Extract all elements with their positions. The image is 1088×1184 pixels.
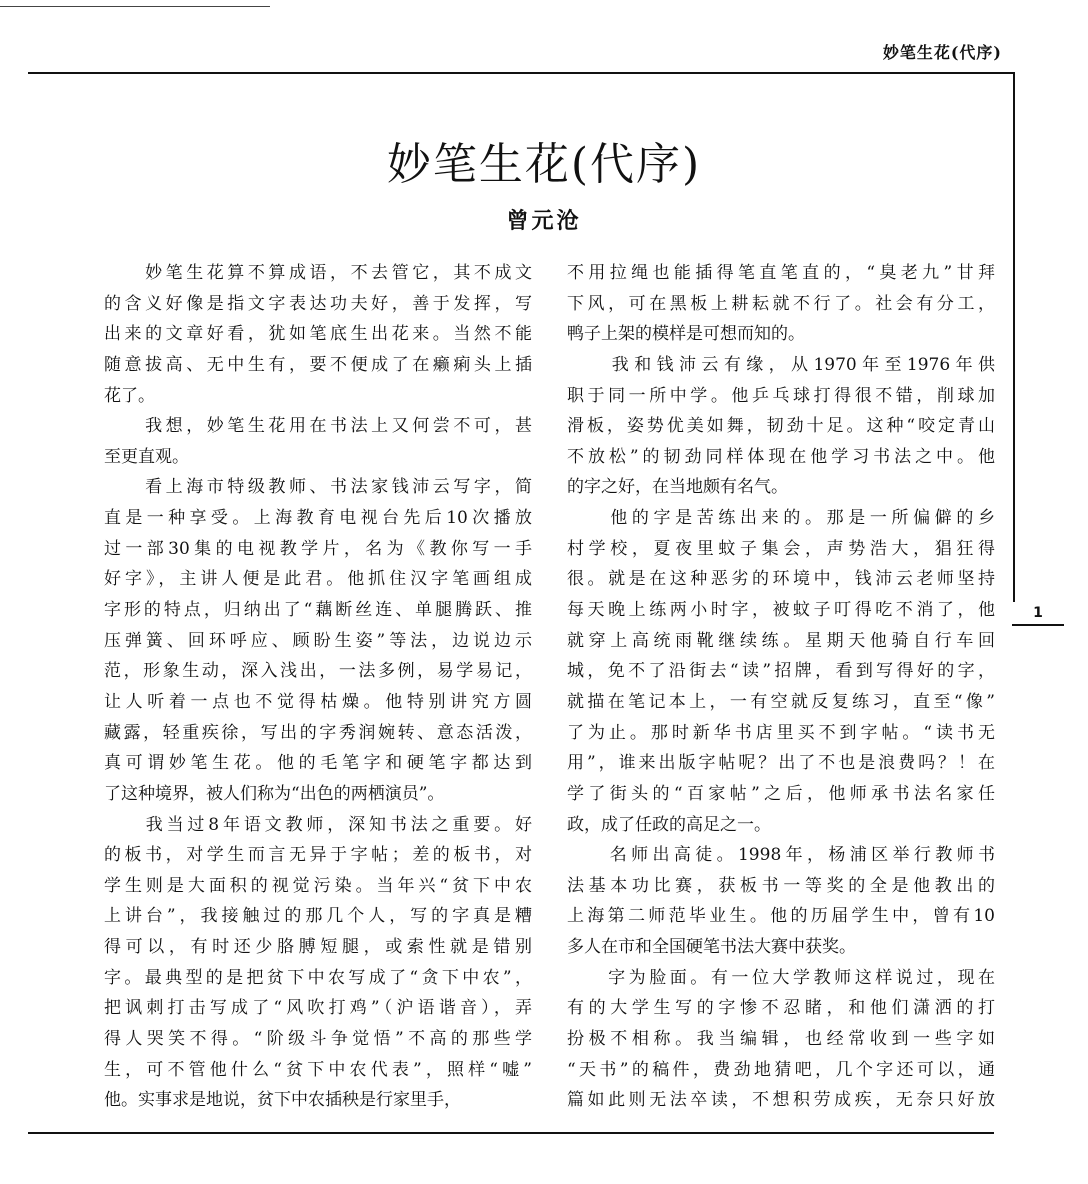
- text-line: 藏露，轻重疾徐，写出的字秀润婉转、意态活泼，: [104, 722, 532, 743]
- text-line: 篇如此则无法卒读，不想积劳成疾，无奈只好放: [567, 1090, 995, 1111]
- text-line: 村学校，夏夜里蚊子集会，声势浩大，猖狂得: [567, 538, 995, 559]
- text-line: 就描在笔记本上，一有空就反复练习，直至“像”: [567, 691, 995, 712]
- text-line: 就穿上高统雨靴继续练。星期天他骑自行车回: [567, 630, 995, 651]
- text-line: 花了。: [104, 385, 155, 406]
- text-line: 滑板，姿势优美如舞，韧劲十足。这种“咬定青山: [567, 416, 995, 437]
- text-line: 他的字是苦练出来的。那是一所偏僻的乡: [567, 508, 995, 529]
- text-line: 直是一种享受。上海教育电视台先后10次播放: [104, 508, 532, 529]
- text-line: 过一部30集的电视教学片，名为《教你写一手: [104, 538, 532, 559]
- text-line: 字。最典型的是把贫下中农写成了“贪下中农”，: [104, 967, 532, 988]
- text-line: “天书”的稿件，费劲地猜吧，几个字还可以，通: [567, 1059, 995, 1080]
- text-line: 把讽刺打击写成了“风吹打鸡”（沪语谐音），弄: [104, 998, 532, 1019]
- page-number: 1: [1033, 605, 1043, 621]
- text-line: 得可以，有时还少胳膊短腿，或索性就是错别: [104, 937, 532, 958]
- text-line: 字为脸面。有一位大学教师这样说过，现在: [567, 967, 995, 988]
- text-line: 好字》，主讲人便是此君。他抓住汉字笔画组成: [104, 569, 532, 590]
- text-line: 用”，谁来出版字帖呢？出了不也是浪费吗？！在: [567, 753, 995, 774]
- text-line: 至更直观。: [104, 446, 189, 467]
- text-line: 名师出高徒。1998年，杨浦区举行教师书: [567, 845, 995, 866]
- text-line: 得人哭笑不得。“阶级斗争觉悟”不高的那些学: [104, 1029, 532, 1050]
- header-rule: [28, 72, 1014, 74]
- text-line: 多人在市和全国硬笔书法大赛中获奖。: [567, 937, 856, 958]
- text-line: 了为止。那时新华书店里买不到字帖。“读书无: [567, 722, 995, 743]
- text-line: 下风，可在黑板上耕耘就不行了。社会有分工，: [567, 293, 995, 314]
- text-line: 鸭子上架的模样是可想而知的。: [567, 324, 805, 345]
- text-line: 每天晚上练两小时字，被蚊子叮得吃不消了，他: [567, 600, 995, 621]
- text-line: 法基本功比赛，获板书一等奖的全是他教出的: [567, 875, 995, 896]
- text-line: 生，可不管他什么“贫下中农代表”，照样“嘘”: [104, 1059, 532, 1080]
- text-line: 范，形象生动，深入浅出，一法多例，易学易记，: [104, 661, 532, 682]
- text-line: 城，免不了沿街去“读”招牌，看到写得好的字，: [567, 661, 995, 682]
- text-line: 的板书，对学生而言无异于字帖；差的板书，对: [104, 845, 532, 866]
- text-line: 真可谓妙笔生花。他的毛笔字和硬笔字都达到: [104, 753, 532, 774]
- text-line: 有的大学生写的字惨不忍睹，和他们潇洒的打: [567, 998, 995, 1019]
- left-column: [104, 258, 532, 1116]
- text-line: 的含义好像是指文字表达功夫好，善于发挥，写: [104, 293, 532, 314]
- author-name: 曾元沧: [506, 208, 582, 234]
- text-line: 妙笔生花算不算成语，不去管它，其不成文: [104, 263, 532, 283]
- text-line: 字形的特点，归纳出了“藕断丝连、单腿腾跃、推: [104, 600, 532, 621]
- text-line: 让人听着一点也不觉得枯燥。他特别讲究方圆: [104, 691, 532, 712]
- text-line: 他。实事求是地说，贫下中农插秧是行家里手，: [104, 1090, 461, 1111]
- text-line: 我当过8年语文教师，深知书法之重要。好: [104, 814, 532, 835]
- text-line: 职于同一所中学。他乒乓球打得很不错，削球加: [567, 385, 995, 406]
- text-line: 扮极不相称。我当编辑，也经常收到一些字如: [567, 1029, 995, 1050]
- text-line: 我想，妙笔生花用在书法上又何尝不可，甚: [104, 416, 532, 437]
- text-line: 政，成了任政的高足之一。: [567, 814, 771, 835]
- text-line: 学了街头的“百家帖”之后，他师承书法名家任: [567, 783, 995, 804]
- text-line: 的字之好，在当地颇有名气。: [567, 477, 788, 498]
- text-line: 不用拉绳也能插得笔直笔直的，“臭老九”甘拜: [567, 263, 995, 283]
- article-title: 妙笔生花(代序): [386, 139, 702, 190]
- text-line: 看上海市特级教师、书法家钱沛云写字，简: [104, 477, 532, 498]
- text-line: 了这种境界，被人们称为“出色的两栖演员”。: [104, 783, 445, 804]
- page-number-rule: [1012, 624, 1064, 626]
- running-head: 妙笔生花(代序): [882, 43, 1002, 62]
- text-line: 不放松”的韧劲同样体现在他学习书法之中。他: [567, 446, 995, 467]
- text-line: 出来的文章好看，犹如笔底生出花来。当然不能: [104, 324, 532, 345]
- text-line: 随意拔高、无中生有，要不便成了在癞痢头上插: [104, 354, 532, 375]
- text-line: 学生则是大面积的视觉污染。当年兴“贫下中农: [104, 875, 532, 896]
- text-line: 压弹簧、回环呼应、顾盼生姿”等法，边说边示: [104, 630, 532, 651]
- footer-rule: [28, 1132, 994, 1134]
- text-line: 很。就是在这种恶劣的环境中，钱沛云老师坚持: [567, 569, 995, 590]
- top-left-rule: [0, 6, 270, 7]
- text-line: 上海第二师范毕业生。他的历届学生中，曾有10: [567, 906, 995, 927]
- right-column: [567, 258, 995, 1116]
- text-line: 我和钱沛云有缘，从1970年至1976年供: [567, 354, 995, 375]
- text-line: 上讲台”，我接触过的那几个人，写的字真是糟: [104, 906, 532, 927]
